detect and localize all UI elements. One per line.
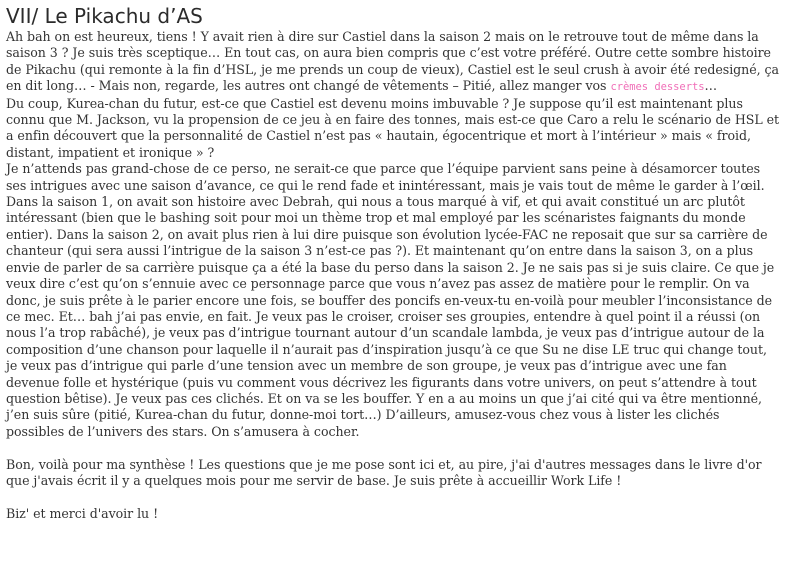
post-content (6, 5, 781, 522)
paragraph-intro-text: Ah bah on est heureux, tiens ! Y avait rien à dire sur Castiel dans la saison 2 mais on le retrouve tout de même dans la saison 3 ? Je suis très sceptique… En tout cas, on aura bien compris que c’est votre préféré. Outre cette sombre histoire de Pikachu (qui remonte à la fin d’HSL, je me prends un coup de vieux), Castiel est le seul crush à avoir été redesigné, ça en dit long… - Mais non, regarde, les autres ont changé de vêtements – Pitié, allez manger vos (6, 29, 780, 94)
paragraph-synthesis: Bon, voilà pour ma synthèse ! Les questions que je me pose sont ici et, au pire, j'ai d'autres messages dans le livre d'or que j'avais écrit il y a quelques mois pour me servir de base. Je suis prête à accueillir Work Life ! (6, 456, 762, 488)
paragraph-spacer (6, 440, 781, 456)
paragraph-expectations: Je n’attends pas grand-chose de ce perso, ne serait-ce que parce que l’équipe parvient sans peine à désamorcer toutes ses intrigues avec une saison d’avance, ce qui le rend fade et inintéressant, mais je vais tout de même le garder à l’œil. Dans la saison 1, on avait son histoire avec Debrah, qui nous a tous marqué à vif, et qui avait constitué un arc plutôt intéressant (bien que le bashing soit pour moi un thème trop et mal employé par les scénaristes faignants du monde entier). Dans la saison 2, on avait plus rien à lui dire puisque son évolution lycée-FAC ne reposait que sur sa carrière de chanteur (qui sera aussi l’intrigue de la saison 3 n’est-ce pas ?). Et maintenant qu’on entre dans la saison 3, on a plus envie de parler de sa carrière puisque ça a été la base du perso dans la saison 2. Je ne sais pas si je suis claire. Ce que je veux dire c’est qu’on s’ennuie avec ce personnage parce que vous n’avez pas assez de matière pour le remplir. On va donc, je suis prête à le parier encore une fois, se bouffer des poncifs en-veux-tu en-voilà pour meubler l’inconsistance de ce mec. Et… bah j’ai pas envie, en fait. Je veux pas le croiser, croiser ses groupies, entendre à quel point il a réussi (on nous l’a trop rabâché), je veux pas d’intrigue tournant autour d’un scandale lambda, je veux pas d’intrigue autour de la composition d’une chanson pour laquelle il n’aurait pas d’inspiration jusqu’à ce que Su ne dise LE truc qui change tout, je veux pas d’intrigue qui parle d’une tension avec un membre de son groupe, je veux pas d’intrigue avec une fan devenue folle et hystérique (puis vu comment vous décrivez les figurants dans votre univers, on peut s’attendre à tout question bêtise). Je veux pas ces clichés. Et on va se les bouffer. Y en a au moins un que j’ai cité qui va être mentionné, j’en suis sûre (pitié, Kurea-chan du futur, donne-moi tort…) D’ailleurs, amusez-vous chez vous à lister les clichés possibles de l’univers des stars. On s’amusera à cocher. (6, 161, 775, 439)
paragraph-signoff: Biz' et merci d'avoir lu ! (6, 505, 159, 521)
paragraph-intro-end: … (704, 78, 718, 94)
paragraph-kurea-question: Du coup, Kurea-chan du futur, est-ce que Castiel est devenu moins imbuvable ? Je suppose qu’il est maintenant plus connu que M. Jackson, vu la propension de ce jeu à en faire des tonnes, mais est-ce que Caro a relu le scénario de HSL et a enfin découvert que la personnalité de Castiel n’est pas « hautain, égocentrique et mort à l’intérieur » mais « froid, distant, impatient et ironique » ? (6, 95, 780, 160)
paragraph-spacer (6, 489, 781, 505)
post-body (6, 29, 781, 522)
cremes-desserts-link[interactable]: crèmes desserts (610, 81, 705, 94)
section-title: VII/ Le Pikachu d’AS (6, 4, 203, 28)
paragraph-intro (6, 29, 781, 96)
